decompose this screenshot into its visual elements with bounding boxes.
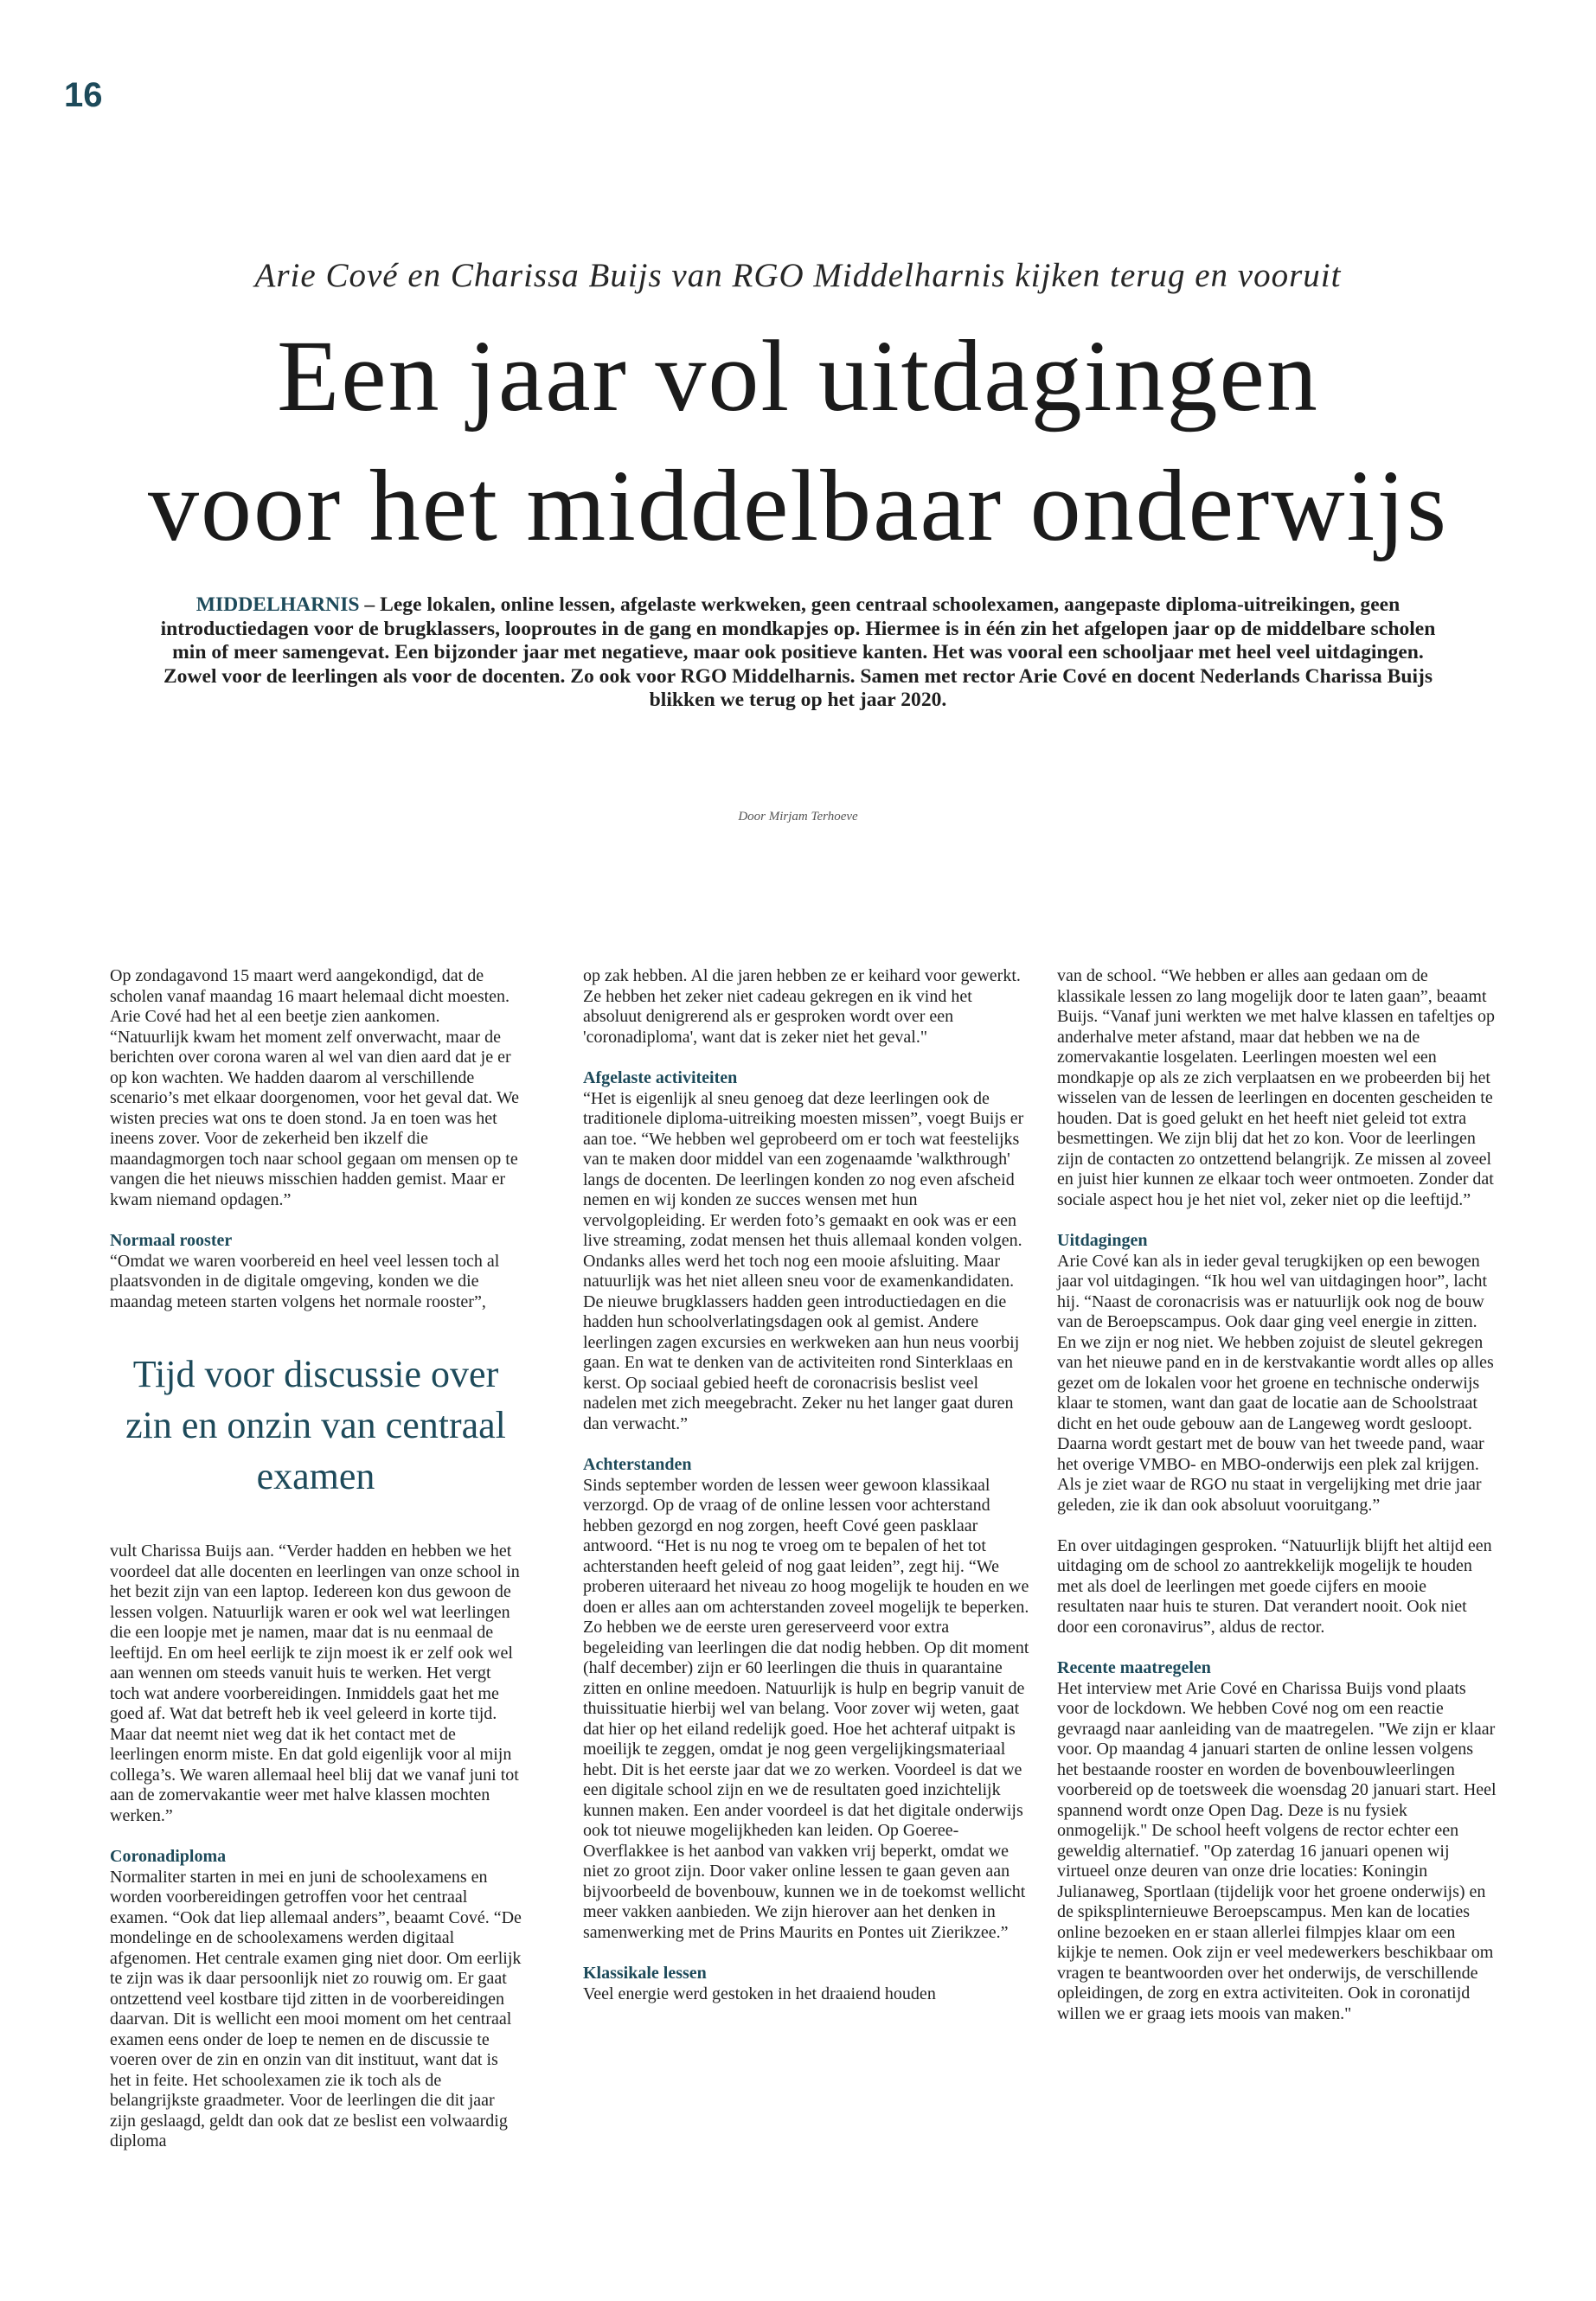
paragraph: Het interview met Arie Cové en Charissa Buijs vond plaats voor de lockdown. We hebben Cové nog om een reactie gevraagd naar aanleiding van de maatregelen. "We zijn er klaar voor. Op maandag 4 januari starten de online lessen volgens het bestaande rooster en worden de bovenbouwleerlingen voorbereid op de toetsweek die woensdag 20 januari start. Heel spannend wordt onze Open Dag. Deze is nu fysiek onmogelijk." De school heeft volgens de rector echter een geweldig alternatief. "Op zaterdag 16 januari openen wij virtueel onze deuren van onze drie locaties: Koningin Julianaweg, Sportlaan (tijdelijk voor het groene onderwijs) en de spiksplinternieuwe Beroepscampus. Men kan de locaties online bezoeken en er staan allerlei filmpjes klaar om een kijkje te nemen. Ook zijn er veel medewerkers beschikbaar om vragen te beantwoorden over het onderwijs, de verschillende opleidingen, de zorg en extra activiteiten. Ook in coronatijd willen we er graag iets moois van maken." [1057, 1678, 1497, 2023]
paragraph: op zak hebben. Al die jaren hebben ze er keihard voor gewerkt. Ze hebben het zeker niet cadeau gekregen en ik vind het absoluut denigrerend als er gesproken wordt over een 'coronadiploma', want dat is zeker niet het geval." [583, 966, 1021, 1047]
paragraph: vult Charissa Buijs aan. “Verder hadden en hebben we het voordeel dat alle docenten en leerlingen van onze school in het bezit zijn van een laptop. Iedereen kon dus gewoon de lessen volgen. Natuurlijk waren er ook wel wat leerlingen die een loopje met je namen, maar dat is nu eenmaal de leeftijd. En om heel eerlijk te zijn moest ik er zelf ook wel aan wennen om steeds vanuit huis te werken. Het vergt toch wat andere voorbereidingen. Inmiddels gaat het me goed af. Wat dat betreft heb ik veel geleerd in korte tijd. Maar dat neemt niet weg dat ik het contact met de leerlingen enorm miste. En dat gold eigenlijk voor al mijn collega’s. We waren allemaal heel blij dat we vanaf juni tot aan de zomervakantie weer met halve klassen mochten werken.” [110, 1541, 520, 1825]
section-heading-normaal-rooster: Normaal rooster [110, 1231, 233, 1250]
article-lead [147, 593, 1449, 713]
section-heading-uitdagingen: Uitdagingen [1057, 1231, 1148, 1250]
paragraph: Op zondagavond 15 maart werd aangekondigd, dat de scholen vanaf maandag 16 maart helemaal dicht moesten. Arie Cové had het al een beetje zien aankomen. “Natuurlijk kwam het moment zelf onverwacht, maar de berichten over corona waren al wel van dien aard dat je er op kon wachten. We hadden daarom al verschillende scenario’s met elkaar doorgenomen, voor het geval dat. We wisten precies wat ons te doen stond. Ja en toen was het ineens zover. Voor de zekerheid ben ikzelf die maandagmorgen toch naar school gegaan om mensen op te vangen die het nieuws misschien hadden gemist. Maar er kwam niemand opdagen.” [110, 966, 520, 1209]
section-heading-achterstanden: Achterstanden [583, 1455, 692, 1474]
column-2 [583, 966, 1033, 2004]
article-kicker: Arie Cové en Charissa Buijs van RGO Middelharnis kijken terug en vooruit [254, 257, 1342, 294]
column-1 [110, 966, 522, 2152]
section-heading-afgelaste-activiteiten: Afgelaste activiteiten [583, 1068, 738, 1087]
paragraph: En over uitdagingen gesproken. “Natuurlijk blijft het altijd een uitdaging om de school zo aantrekkelijk mogelijk te houden met als doel de leerlingen met goede cijfers en mooie resultaten naar huis te sturen. Dat verandert nooit. Ook niet door een coronavirus”, aldus de rector. [1057, 1535, 1492, 1637]
section-heading-coronadiploma: Coronadiploma [110, 1847, 227, 1866]
paragraph: Normaliter starten in mei en juni de schoolexamens en worden voorbereidingen getroffen voor het centraal examen. “Ook dat liep allemaal anders”, beaamt Cové. “De mondelinge en de schoolexamens werden digitaal afgenomen. Het centrale examen ging niet door. Om eerlijk te zijn was ik daar persoonlijk niet zo rouwig om. Er gaat ontzettend veel kostbare tijd zitten in de voorbereidingen daarvan. Dit is wellicht een mooi moment om het centraal examen eens onder de loep te nemen en de discussie te voeren over de zin en onzin van dit instituut, want dat is het in feite. Het schoolexamen zie ik toch als de belangrijkste graadmeter. Voor de leerlingen die dit jaar zijn geslaagd, geldt dan ook dat ze beslist een volwaardig diploma [110, 1867, 522, 2150]
paragraph: “Het is eigenlijk al sneu genoeg dat deze leerlingen ook de traditionele diploma-uitreiking moesten missen”, voegt Buijs er aan toe. “We hebben wel geprobeerd om er toch wat feestelijks van te maken door middel van een zogenaamde 'walkthrough' langs de docenten. De leerlingen konden zo nog even afscheid nemen en wij konden ze succes wensen met hun vervolgopleiding. Er werden foto’s gemaakt en ook was er een live streaming, zodat mensen het thuis allemaal konden volgen. Ondanks alles werd het toch nog een mooie afsluiting. Maar natuurlijk was het niet alleen sneu voor de examenkandidaten. De nieuwe brugklassers hadden geen introductiedagen en die hadden hun schoolverlatingsdagen ook al gemist. Andere leerlingen zagen excursies en werkweken aan hun neus voorbij gaan. En wat te denken van de activiteiten rond Sinterklaas en kerst. Op sociaal gebied heeft de coronacrisis beslist veel nadelen met zich meegebracht. Zeker nu het langer gaat duren dan verwacht.” [583, 1088, 1024, 1433]
paragraph-gap [1057, 1516, 1497, 1536]
headline-line-2: voor het middelbaar onderwijs [147, 449, 1449, 562]
section-heading-klassikale-lessen: Klassikale lessen [583, 1964, 707, 1983]
section-heading-recente-maatregelen: Recente maatregelen [1057, 1658, 1211, 1677]
paragraph: Veel energie werd gestoken in het draaiend houden [583, 1984, 936, 2003]
pull-quote: Tijd voor discussie over zin en onzin van centraal examen [125, 1353, 506, 1497]
article-headline [0, 311, 1596, 571]
paragraph: Arie Cové kan als in ieder geval terugkijken op een bewogen jaar vol uitdagingen. “Ik hou wel van uitdagingen hoor”, lacht hij. “Naast de coronacrisis was er natuurlijk ook nog de bouw van de Beroepscampus. Ook daar ging veel energie in zitten. En we zijn er nog niet. We hebben zojuist de sleutel gekregen van het nieuwe pand en in de kerstvakantie wordt alles op alles gezet om de lokalen voor het groene en technische onderwijs klaar te stomen, want dan gaat de locatie aan de Schoolstraat dicht en het oude gebouw aan de Langeweg wordt gesloopt. Daarna wordt gestart met de bouw van het tweede pand, waar het overige VMBO- en MBO-onderwijs een plek zal krijgen. Als je ziet waar de RGO nu staat in vergelijking met drie jaar geleden, zie ik dan ook absoluut vooruitgang.” [1057, 1251, 1494, 1515]
headline-line-1: Een jaar vol uitdagingen [277, 319, 1319, 433]
lead-text: – Lege lokalen, online lessen, afgelaste werkweken, geen centraal schoolexamen, aangepaste diploma-uitreikingen, geen introductiedagen voor de brugklassers, looproutes in de gang en mondkapjes op. Hiermee is in één zin het afgelopen jaar op de middelbare scholen min of meer samengevat. Een bijzonder jaar met negatieve, maar ook positieve kanten. Het was vooral een schooljaar met heel veel uitdagingen. Zowel voor de leerlingen als voor de docenten. Zo ook voor RGO Middelharnis. Samen met rector Arie Cové en docent Nederlands Charissa Buijs blikken we terug op het jaar 2020. [160, 593, 1436, 711]
paragraph: van de school. “We hebben er alles aan gedaan om de klassikale lessen zo lang mogelijk door te laten gaan”, beaamt Buijs. “Vanaf juni werkten we met halve klassen en tafeltjes op anderhalve meter afstand, maar dat hebben we na de zomervakantie losgelaten. Leerlingen moesten wel een mondkapje op als ze zich verplaatsen en we probeerden bij het wisselen van de lessen de leerlingen en docenten gescheiden te houden. Dat is goed gelukt en het heeft niet geleid tot extra besmettingen. We zijn blij dat het zo kon. Voor de leerlingen zijn de contacten zo ontzettend belangrijk. Ze missen al zoveel en juist hier kunnen ze elkaar toch weer ontmoeten. Zonder dat sociale aspect hou je het niet vol, zeker niet op die leeftijd.” [1057, 966, 1495, 1209]
column-3 [1057, 966, 1497, 2024]
paragraph: “Omdat we waren voorbereid en heel veel lessen toch al plaatsvonden in de digitale omgeving, konden we die maandag meteen starten volgens het normale rooster”, [110, 1251, 500, 1311]
byline: Door Mirjam Terhoeve [738, 810, 858, 824]
dateline: MIDDELHARNIS [195, 593, 360, 616]
page-number: 16 [64, 76, 103, 114]
paragraph: Sinds september worden de lessen weer gewoon klassikaal verzorgd. Op de vraag of de online lessen voor achterstand hebben gezorgd en nog zorgen, heeft Cové geen pasklaar antwoord. “Het is nu nog te vroeg om te bepalen of het tot achterstanden heeft geleid of nog gaat leiden”, zegt hij. “We proberen uiteraard het niveau zo hoog mogelijk te houden en we doen er alles aan om achterstanden zoveel mogelijk te beperken. Zo hebben we de eerste uren gereserveerd voor extra begeleiding van leerlingen die dat nodig hebben. Op dit moment (half december) zijn er 60 leerlingen die thuis in quarantaine zitten en online meedoen. Natuurlijk is hulp en begrip vanuit de thuissituatie hierbij wel van belang. Voor zover wij weten, gaat dat hier op het eiland redelijk goed. Hoe het achteraf uitpakt is moeilijk te zeggen, omdat je nog geen vergelijkingsmateriaal hebt. Dit is het eerste jaar dat we zo werken. Voordeel is dat we een digitale school zijn en we de resultaten goed inzichtelijk kunnen maken. Een ander voordeel is dat het digitale onderwijs ook tot nieuwe mogelijkheden kan leiden. Op Goeree-Overflakkee is het aanbod van vakken vrij beperkt, omdat we niet zo groot zijn. Door vaker online lessen te gaan geven aan bijvoorbeeld de bovenbouw, kunnen we in de toekomst wellicht meer vakken aanbieden. We zijn hierover aan het denken in samenwerking met de Prins Maurits en Pontes uit Zierikzee.” [583, 1475, 1029, 1942]
